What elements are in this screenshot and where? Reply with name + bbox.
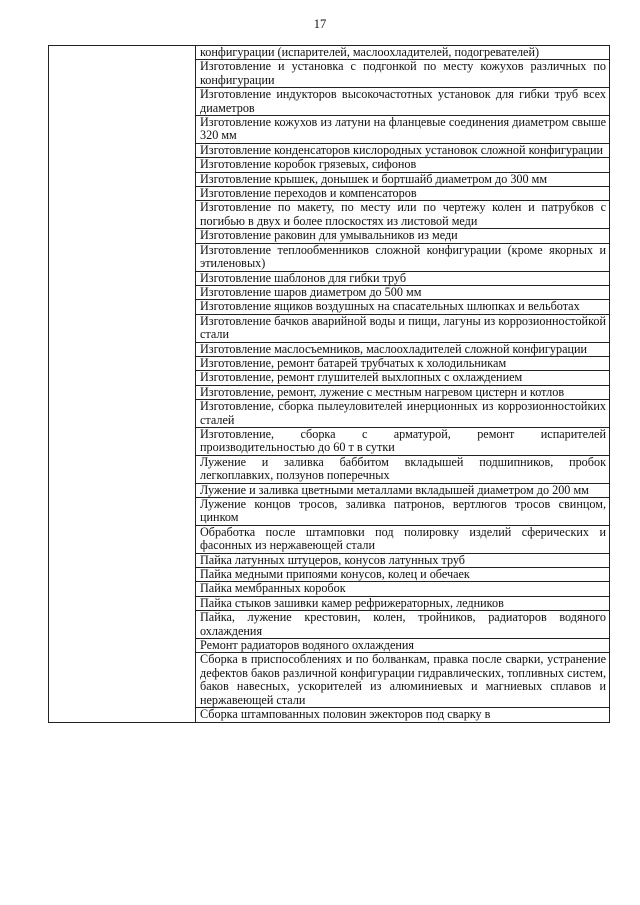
table-cell: Изготовление, ремонт батарей трубчатых к холодильникам — [196, 356, 610, 370]
table-cell: Изготовление бачков аварийной воды и пищи, лагуны из коррозионностойкой стали — [196, 314, 610, 342]
table-cell: Лужение и заливка баббитом вкладышей подшипников, пробок легкоплавких, ползунов поперечных — [196, 455, 610, 483]
table-cell: Пайка стыков зашивки камер рефрижераторных, ледников — [196, 596, 610, 610]
table-cell: Изготовление маслосъемников, маслоохладителей сложной конфигурации — [196, 342, 610, 356]
table-cell: Изготовление, сборка пылеуловителей инерционных из коррозионностойких сталей — [196, 400, 610, 428]
table-cell: Изготовление коробок грязевых, сифонов — [196, 158, 610, 172]
work-list-table — [48, 45, 610, 723]
table-cell: конфигурации (испарителей, маслоохладителей, подогревателей) — [196, 46, 610, 60]
work-list-body — [49, 46, 610, 723]
table-cell: Сборка в приспособлениях и по болванкам, правка после сварки, устранение дефектов баков различной конфигурации гидравлических, топливных систем, баков навесных, ускорителей из алюминиевых и магниевых сплавов и нержавеющей стали — [196, 653, 610, 708]
table-cell: Пайка мембранных коробок — [196, 582, 610, 596]
page-number: 17 — [313, 17, 327, 31]
table-cell: Пайка латунных штуцеров, конусов латунных труб — [196, 553, 610, 567]
table-cell: Изготовление кожухов из латуни на фланцевые соединения диаметром свыше 320 мм — [196, 116, 610, 144]
table-cell: Изготовление раковин для умывальников из меди — [196, 229, 610, 243]
table-cell: Изготовление индукторов высокочастотных установок для гибки труб всех диаметров — [196, 88, 610, 116]
table-cell: Лужение и заливка цветными металлами вкладышей диаметром до 200 мм — [196, 483, 610, 497]
empty-left-column — [49, 46, 196, 723]
table-cell: Сборка штампованных половин эжекторов под сварку в — [196, 708, 610, 722]
table-cell: Изготовление, сборка с арматурой, ремонт испарителей производительностью до 60 т в сутки — [196, 427, 610, 455]
table-cell: Изготовление теплообменников сложной конфигурации (кроме якорных и этиленовых) — [196, 243, 610, 271]
table-cell: Изготовление, ремонт, лужение с местным нагревом цистерн и котлов — [196, 385, 610, 399]
table-cell: Изготовление шаблонов для гибки труб — [196, 271, 610, 285]
table-cell: Лужение концов тросов, заливка патронов, вертлюгов тросов свинцом, цинком — [196, 498, 610, 526]
table-cell: Изготовление переходов и компенсаторов — [196, 187, 610, 201]
table-cell: Изготовление шаров диаметром до 500 мм — [196, 285, 610, 299]
table-row — [49, 46, 610, 60]
table-cell: Обработка после штамповки под полировку изделий сферических и фасонных из нержавеющей стали — [196, 525, 610, 553]
table-cell: Изготовление конденсаторов кислородных установок сложной конфигурации — [196, 143, 610, 157]
table-cell: Изготовление, ремонт глушителей выхлопных с охлаждением — [196, 371, 610, 385]
table-cell: Изготовление и установка с подгонкой по месту кожухов различных по конфигурации — [196, 60, 610, 88]
table-cell: Изготовление крышек, донышек и бортшайб диаметром до 300 мм — [196, 172, 610, 186]
table-cell: Изготовление ящиков воздушных на спасательных шлюпках и вельботах — [196, 300, 610, 314]
table-cell: Ремонт радиаторов водяного охлаждения — [196, 639, 610, 653]
table-cell: Пайка, лужение крестовин, колен, тройников, радиаторов водяного охлаждения — [196, 611, 610, 639]
table-cell: Изготовление по макету, по месту или по чертежу колен и патрубков с погибью в двух и более плоскостях из листовой меди — [196, 201, 610, 229]
table-cell: Пайка медными припоями конусов, колец и обечаек — [196, 568, 610, 582]
